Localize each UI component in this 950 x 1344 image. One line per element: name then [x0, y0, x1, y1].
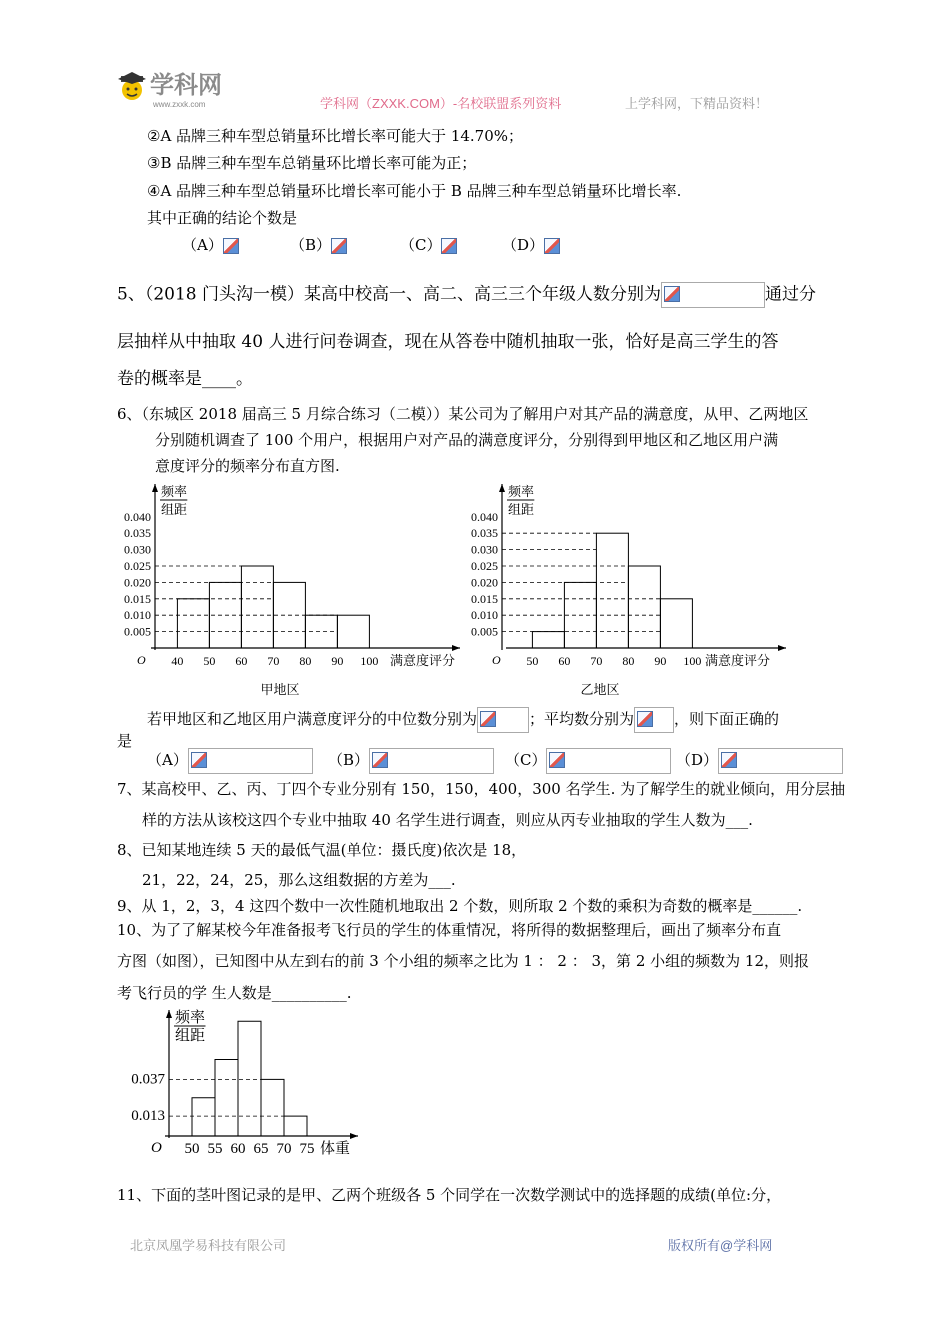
x-tick-label: 70 [590, 654, 603, 668]
formula-image-icon [372, 752, 388, 768]
x-tick-label: 80 [299, 654, 312, 668]
origin-label: O [137, 653, 146, 667]
x-tick-label: 90 [331, 654, 344, 668]
q8-line-1: 8、已知某地连续 5 天的最低气温(单位：摄氏度)依次是 18， [117, 841, 527, 859]
chart-title: 乙地区 [580, 682, 620, 697]
x-tick-label: 75 [299, 1141, 315, 1157]
histogram-weight [110, 1008, 370, 1174]
logo-url: www.zxxk.com [153, 100, 206, 109]
histogram-bar [596, 533, 628, 648]
q10-line-1: 10、为了了解某校今年准备报考飞行员的学生的体重情况，将所得的数据整理后，画出了频率分布直 [117, 921, 782, 939]
y-tick-label: 0.025 [124, 559, 151, 573]
y-tick-label: 0.037 [131, 1071, 165, 1088]
histogram-jia [110, 480, 460, 702]
q4-question: 其中正确的结论个数是 [147, 209, 298, 227]
formula-image-icon [480, 711, 496, 727]
q5-line-2: 层抽样从中抽取 40 人进行问卷调查，现在从答卷中随机抽取一张，恰好是高三学生的答 [117, 332, 779, 352]
header-center-text: 学科网（ZXXK.COM）-名校联盟系列资料 [320, 96, 562, 111]
histogram-yi [460, 480, 790, 702]
formula-image-icon [441, 238, 457, 254]
q6-median-box [477, 707, 529, 733]
q6-option-d[interactable]: （D） [676, 748, 843, 774]
formula-image-icon [331, 238, 347, 254]
y-tick-label: 0.035 [124, 526, 151, 541]
q5-formula-box [661, 282, 765, 308]
q6-line-1: 6、（东城区 2018 届高三 5 月综合练习（二模））某公司为了解用户对其产品的满意度，从甲、乙两地区 [117, 405, 809, 423]
y-tick-label: 0.030 [124, 542, 151, 557]
histogram-bar [628, 566, 660, 648]
q4-option-b[interactable]: （B） [290, 235, 347, 255]
y-tick-label: 0.030 [471, 542, 498, 557]
x-tick-label: 50 [526, 654, 539, 668]
y-axis-label-top: 频率 [175, 1010, 206, 1026]
x-tick-label: 55 [207, 1141, 223, 1157]
q7-line-2: 样的方法从该校这四个专业中抽取 40 名学生进行调查，则应从丙专业抽取的学生人数为___. [142, 811, 753, 829]
x-tick-label: 40 [171, 654, 184, 668]
y-axis-arrow [152, 484, 158, 492]
x-tick-label: 65 [253, 1141, 269, 1157]
q4-option-c[interactable]: （C） [400, 235, 457, 255]
x-tick-label: 70 [267, 654, 280, 668]
q5-line-3: 卷的概率是____。 [117, 369, 253, 389]
origin-label: O [151, 1140, 162, 1156]
y-tick-label: 0.010 [124, 608, 151, 623]
header [0, 0, 950, 120]
q6-stem: 若甲地区和乙地区用户满意度评分的中位数分别为 ；平均数分别为 ，则下面正确的 [147, 707, 779, 733]
q4-line-2: ②A 品牌三种车型总销量环比增长率可能大于 14.70%； [147, 127, 524, 145]
y-axis-label-top: 频率 [161, 484, 188, 499]
q5-line-1: 5、（2018 门头沟一模）某高中校高一、高二、高三三个年级人数分别为 通过分 [117, 282, 816, 308]
x-tick-label: 70 [276, 1141, 292, 1157]
formula-image-icon [223, 238, 239, 254]
y-tick-label: 0.010 [471, 608, 498, 623]
histogram-bar [177, 599, 209, 648]
y-tick-label: 0.015 [471, 591, 498, 606]
logo-icon [115, 70, 149, 108]
histogram-bar [532, 632, 564, 648]
x-tick-label: 50 [184, 1141, 200, 1157]
x-tick-label: 80 [622, 654, 635, 668]
y-tick-label: 0.040 [471, 509, 498, 524]
x-axis-label: 满意度评分 [390, 653, 456, 668]
q6-stem-end: 是 [117, 732, 133, 750]
y-tick-label: 0.025 [471, 559, 498, 573]
formula-image-icon [549, 752, 565, 768]
q10-line-2: 方图（如图），已知图中从左到右的前 3 个小组的频率之比为 1 ： 2 ： 3，第 2 小组的频数为 12，则报 [117, 952, 809, 970]
q4-option-d[interactable]: （D） [502, 235, 560, 255]
q7-line-1: 7、某高校甲、乙、丙、丁四个专业分别有 150，150，400，300 名学生. 为了解学生的就业倾向，用分层抽 [117, 780, 846, 798]
y-tick-label: 0.015 [124, 591, 151, 606]
histogram-bar [660, 599, 692, 648]
histogram-bar [238, 1021, 261, 1136]
y-tick-label: 0.005 [471, 624, 498, 639]
histogram-bar [261, 1079, 284, 1136]
q10-line-3: 考飞行员的学 生人数是__________. [117, 984, 352, 1002]
x-axis-label: 体重 [320, 1141, 351, 1157]
q6-option-c[interactable]: （C） [505, 748, 671, 774]
q8-line-2: 21，22，24，25，那么这组数据的方差为___. [142, 871, 456, 889]
y-axis-arrow [499, 484, 505, 492]
header-right-text: 上学科网，下精品资料！ [625, 96, 769, 111]
y-axis-label-bottom: 组距 [175, 1028, 206, 1044]
x-axis-arrow [350, 1133, 358, 1139]
y-tick-label: 0.020 [124, 575, 151, 590]
histogram-bar [192, 1098, 215, 1136]
q4-line-3: ③B 品牌三种车型车总销量环比增长率可能为正； [147, 154, 477, 172]
x-tick-label: 60 [558, 654, 571, 668]
x-tick-label: 60 [235, 654, 248, 668]
q6-option-b[interactable]: （B） [328, 748, 494, 774]
footer-right: 版权所有@学科网 [668, 1238, 773, 1253]
formula-image-icon [664, 286, 680, 302]
origin-label: O [492, 653, 501, 667]
y-tick-label: 0.035 [471, 526, 498, 541]
y-tick-label: 0.040 [124, 509, 151, 524]
q11-line-1: 11、下面的茎叶图记录的是甲、乙两个班级各 5 个同学在一次数学测试中的选择题的成绩(单位:分， [117, 1186, 782, 1204]
y-tick-label: 0.020 [471, 575, 498, 590]
x-axis-label: 满意度评分 [705, 653, 771, 668]
footer-left: 北京凤凰学易科技有限公司 [130, 1238, 287, 1253]
histogram-bar [284, 1116, 307, 1136]
q4-line-4: ④A 品牌三种车型总销量环比增长率可能小于 B 品牌三种车型总销量环比增长率. [147, 182, 682, 200]
histogram-bar [337, 615, 369, 648]
x-tick-label: 100 [360, 654, 379, 668]
histogram-bar [215, 1060, 238, 1137]
y-tick-label: 0.013 [131, 1108, 165, 1125]
y-axis-label-bottom: 组距 [161, 502, 188, 517]
histogram-bar [241, 566, 273, 648]
q4-option-a[interactable]: （A） [182, 235, 239, 255]
q6-mean-box [634, 707, 674, 733]
x-tick-label: 50 [203, 654, 216, 668]
x-tick-label: 100 [683, 654, 702, 668]
q6-line-2: 分别随机调查了 100 个用户，根据用户对产品的满意度评分，分别得到甲地区和乙地区用户满 [155, 431, 779, 449]
logo-text: 学科网 [150, 72, 222, 99]
x-axis-arrow [452, 645, 460, 651]
q6-line-3: 意度评分的频率分布直方图. [155, 457, 340, 475]
y-tick-label: 0.005 [124, 624, 151, 639]
q9-line-1: 9、从 1，2，3，4 这四个数中一次性随机地取出 2 个数，则所取 2 个数的乘积为奇数的概率是______. [117, 897, 803, 915]
formula-image-icon [191, 752, 207, 768]
x-tick-label: 90 [654, 654, 667, 668]
formula-image-icon [544, 238, 560, 254]
x-tick-label: 60 [230, 1141, 246, 1157]
formula-image-icon [637, 711, 653, 727]
q6-option-a[interactable]: （A） [147, 748, 313, 774]
formula-image-icon [721, 752, 737, 768]
x-axis-arrow [778, 645, 786, 651]
chart-title: 甲地区 [260, 682, 300, 697]
y-axis-label-bottom: 组距 [508, 502, 535, 517]
y-axis-label-top: 频率 [508, 484, 535, 499]
y-axis-arrow [166, 1010, 172, 1018]
